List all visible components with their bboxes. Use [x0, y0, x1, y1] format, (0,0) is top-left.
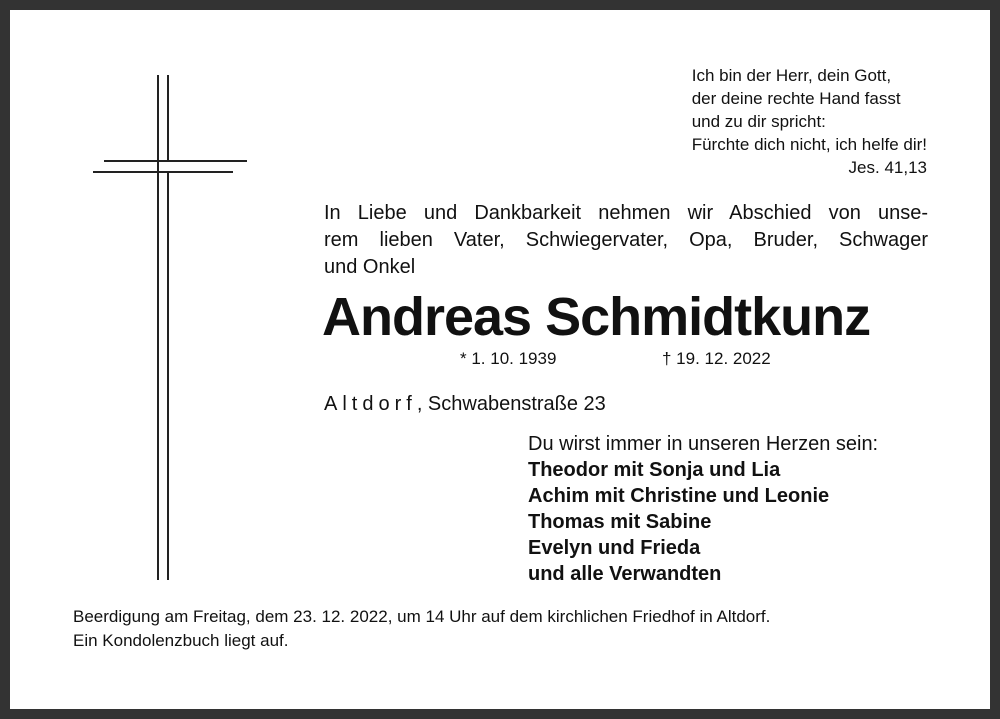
funeral-line: Ein Kondolenzbuch liegt auf. — [73, 631, 289, 650]
verse-line: Fürchte dich nicht, ich helfe dir! — [691, 135, 927, 154]
family-member: Thomas mit Sabine — [528, 511, 712, 533]
intro-line: rem lieben Vater, Schwiegervater, Opa, Bruder, Schwager — [324, 229, 928, 251]
intro-line: In Liebe und Dankbarkeit nehmen wir Abschied von unse- — [324, 202, 928, 224]
verse-line: und zu dir spricht: — [691, 112, 826, 131]
funeral-info — [73, 605, 770, 653]
verse-line: der deine rechte Hand fasst — [691, 89, 901, 108]
address-street: , Schwabenstraße 23 — [416, 393, 606, 415]
family-member: und alle Verwandten — [528, 563, 722, 585]
family-heading: Du wirst immer in unseren Herzen sein: — [528, 433, 879, 455]
family-member: Achim mit Christine und Leonie — [528, 485, 830, 507]
deceased-name: Andreas Schmidtkunz — [322, 287, 871, 347]
verse-reference: Jes. 41,13 — [848, 158, 927, 177]
intro-text — [324, 200, 928, 281]
intro-line: und Onkel — [324, 256, 416, 278]
verse-line: Ich bin der Herr, dein Gott, — [691, 66, 892, 85]
funeral-line: Beerdigung am Freitag, dem 23. 12. 2022, um 14 Uhr auf dem kirchlichen Friedhof in Altdorf. — [73, 607, 771, 626]
address — [324, 391, 606, 417]
address-town: Altdorf — [324, 393, 417, 415]
family-member: Evelyn und Frieda — [528, 537, 701, 559]
bible-verse — [692, 64, 927, 179]
death-date: † 19. 12. 2022 — [662, 349, 771, 368]
family-member: Theodor mit Sonja und Lia — [528, 459, 781, 481]
birth-date: * 1. 10. 1939 — [460, 349, 557, 368]
family-list — [528, 431, 878, 587]
